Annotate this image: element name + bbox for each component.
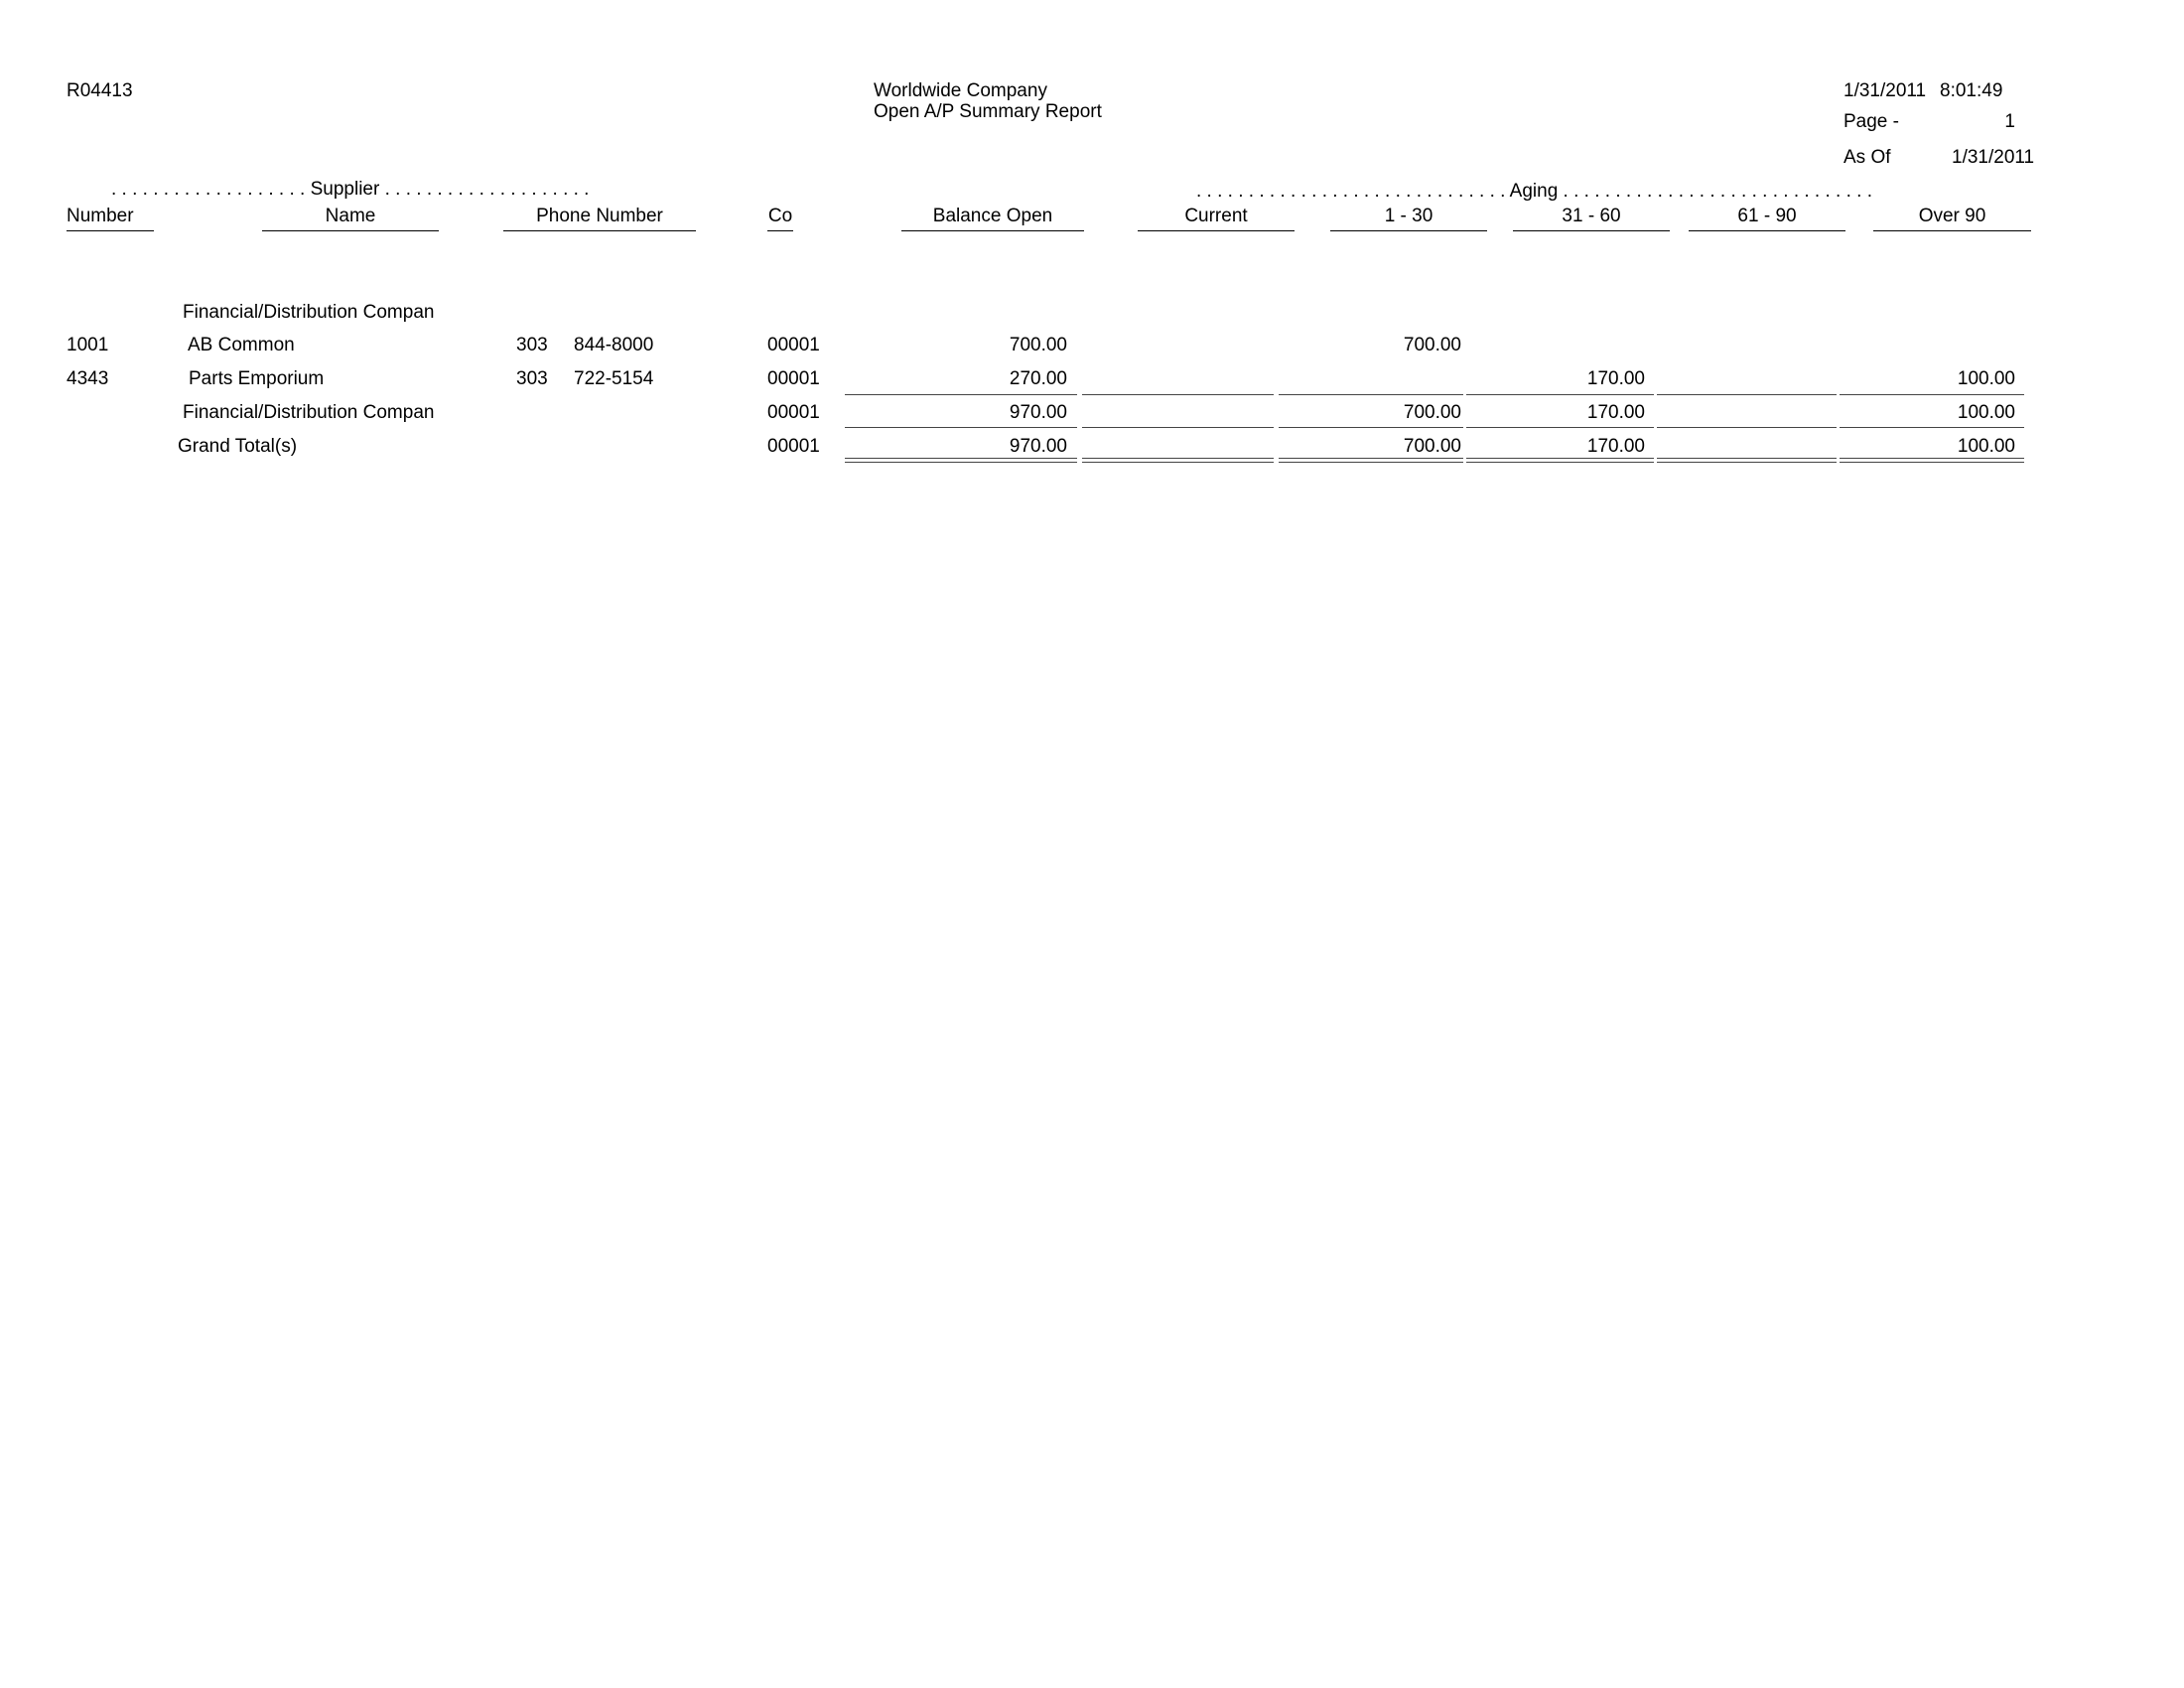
subtotal-balance-open: 970.00 xyxy=(1009,402,1067,423)
col-name-header: Name xyxy=(325,206,376,226)
grand-total-double-rule xyxy=(1657,458,1837,463)
grand-total-balance-open: 970.00 xyxy=(1009,436,1067,457)
row-over-90: 100.00 xyxy=(1957,368,2015,389)
run-date: 1/31/2011 xyxy=(1843,80,1927,101)
col-1-30-underline xyxy=(1330,230,1487,231)
aging-group-heading: . . . . . . . . . . . . . . . . . . . . . . . . . . . . . . Aging . . . . . . . . . . . . . . . . . . . . . . . . . . . . . . xyxy=(1196,181,1873,202)
subtotal-31-60: 170.00 xyxy=(1586,402,1645,423)
grand-total-double-rule xyxy=(1840,458,2024,463)
col-name-underline xyxy=(262,230,439,231)
subtotal-rule xyxy=(1840,394,2024,395)
col-balance-open-underline xyxy=(901,230,1084,231)
page-label: Page - xyxy=(1843,111,1899,132)
run-time: 8:01:49 xyxy=(1940,80,2003,101)
total-rule xyxy=(1466,427,1654,428)
subtotal-over-90: 100.00 xyxy=(1957,402,2015,423)
row-31-60: 170.00 xyxy=(1586,368,1645,389)
grand-total-31-60: 170.00 xyxy=(1586,436,1645,457)
col-31-60-header: 31 - 60 xyxy=(1562,206,1621,226)
row-number: 4343 xyxy=(67,368,109,389)
grand-total-co: 00001 xyxy=(767,436,820,457)
col-current-header: Current xyxy=(1184,206,1248,226)
row-phone: 844-8000 xyxy=(574,335,654,355)
total-rule xyxy=(1657,427,1837,428)
row-co: 00001 xyxy=(767,368,820,389)
col-number-underline xyxy=(67,230,154,231)
row-name: Parts Emporium xyxy=(189,368,325,389)
subtotal-label: Financial/Distribution Compan xyxy=(183,402,435,423)
row-phone: 722-5154 xyxy=(574,368,654,389)
col-over-90-header: Over 90 xyxy=(1918,206,1986,226)
page-number: 1 xyxy=(2004,111,2015,132)
col-current-underline xyxy=(1138,230,1295,231)
subtotal-rule xyxy=(1082,394,1274,395)
row-area-code: 303 xyxy=(516,335,548,355)
total-rule xyxy=(1082,427,1274,428)
section-heading: Financial/Distribution Compan xyxy=(183,302,435,323)
col-phone-underline xyxy=(503,230,696,231)
col-61-90-underline xyxy=(1689,230,1845,231)
row-balance-open: 700.00 xyxy=(1009,335,1067,355)
total-rule xyxy=(1279,427,1463,428)
col-number-header: Number xyxy=(67,206,134,226)
company-name: Worldwide Company xyxy=(874,80,1047,101)
grand-total-over-90: 100.00 xyxy=(1957,436,2015,457)
report-title: Open A/P Summary Report xyxy=(874,101,1102,122)
grand-total-double-rule xyxy=(1279,458,1463,463)
row-name: AB Common xyxy=(188,335,295,355)
report-id: R04413 xyxy=(67,80,133,101)
subtotal-rule xyxy=(1657,394,1837,395)
as-of-date: 1/31/2011 xyxy=(1952,147,2035,168)
col-co-underline xyxy=(767,230,793,231)
grand-total-double-rule xyxy=(1082,458,1274,463)
as-of-label: As Of xyxy=(1843,147,1891,168)
subtotal-1-30: 700.00 xyxy=(1403,402,1461,423)
row-area-code: 303 xyxy=(516,368,548,389)
row-number: 1001 xyxy=(67,335,109,355)
col-31-60-underline xyxy=(1513,230,1670,231)
total-rule xyxy=(1840,427,2024,428)
subtotal-rule xyxy=(845,394,1077,395)
subtotal-co: 00001 xyxy=(767,402,820,423)
col-1-30-header: 1 - 30 xyxy=(1384,206,1433,226)
col-61-90-header: 61 - 90 xyxy=(1737,206,1797,226)
grand-total-label: Grand Total(s) xyxy=(178,436,298,457)
col-balance-open-header: Balance Open xyxy=(932,206,1053,226)
row-co: 00001 xyxy=(767,335,820,355)
total-rule xyxy=(845,427,1077,428)
col-over-90-underline xyxy=(1873,230,2031,231)
row-1-30: 700.00 xyxy=(1403,335,1461,355)
grand-total-double-rule xyxy=(1466,458,1654,463)
subtotal-rule xyxy=(1466,394,1654,395)
subtotal-rule xyxy=(1279,394,1463,395)
grand-total-double-rule xyxy=(845,458,1077,463)
col-phone-header: Phone Number xyxy=(536,206,663,226)
grand-total-1-30: 700.00 xyxy=(1403,436,1461,457)
row-balance-open: 270.00 xyxy=(1009,368,1067,389)
col-co-header: Co xyxy=(767,206,793,226)
supplier-group-heading: . . . . . . . . . . . . . . . . . . . Supplier . . . . . . . . . . . . . . . . . . . . xyxy=(111,179,590,200)
